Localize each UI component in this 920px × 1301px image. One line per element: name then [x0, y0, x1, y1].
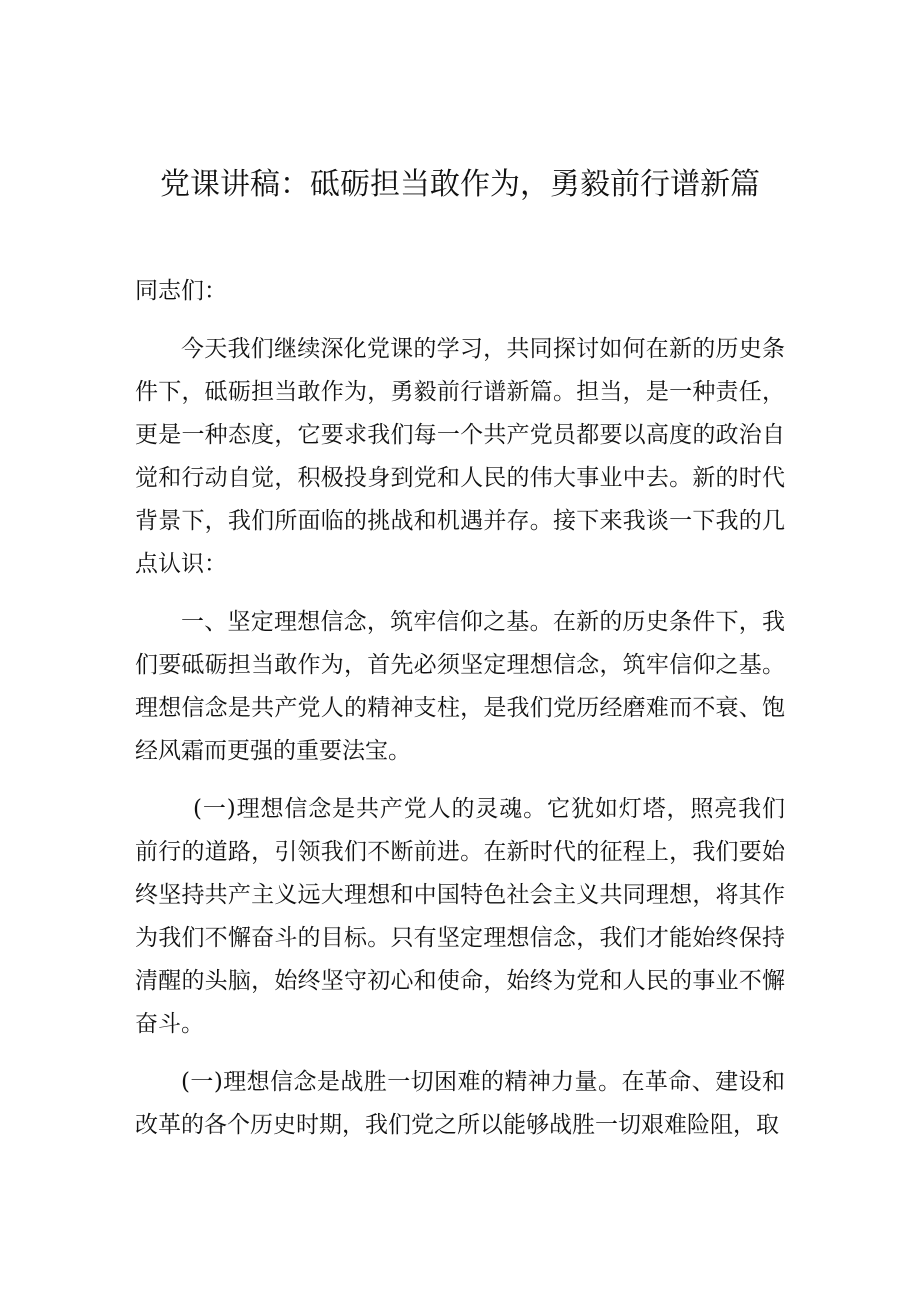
paragraph-subsection-one: (一)理想信念是共产党人的灵魂。它犹如灯塔，照亮我们前行的道路，引领我们不断前进。在新时代的征程上，我们要始终坚持共产主义远大理想和中国特色社会主义共同理想，将其作为我们不懈奋斗的目标。只有坚定理想信念，我们才能始终保持清醒的头脑，始终坚守初心和使命，始终为党和人民的事业不懈奋斗。: [135, 796, 785, 1037]
paragraph-section-one: 一、坚定理想信念，筑牢信仰之基。在新的历史条件下，我们要砥砺担当敢作为，首先必须坚定理想信念，筑牢信仰之基。理想信念是共产党人的精神支柱，是我们党历经磨难而不衰、饱经风霜而更强的重要法宝。: [135, 609, 785, 764]
paragraph-intro: 今天我们继续深化党课的学习，共同探讨如何在新的历史条件下，砥砺担当敢作为，勇毅前行谱新篇。担当，是一种责任，更是一种态度，它要求我们每一个共产党员都要以高度的政治自觉和行动自觉，积极投身到党和人民的伟大事业中去。新的时代背景下，我们所面临的挑战和机遇并存。接下来我谈一下我的几点认识：: [135, 336, 785, 577]
document-body: [135, 270, 785, 1162]
document-title: 党课讲稿：砥砺担当敢作为，勇毅前行谱新篇: [160, 167, 760, 202]
salutation: 同志们：: [135, 278, 227, 304]
paragraph-subsection-two: (一)理想信念是战胜一切困难的精神力量。在革命、建设和改革的各个历史时期，我们党之所以能够战胜一切艰难险阻，取: [135, 1069, 785, 1138]
